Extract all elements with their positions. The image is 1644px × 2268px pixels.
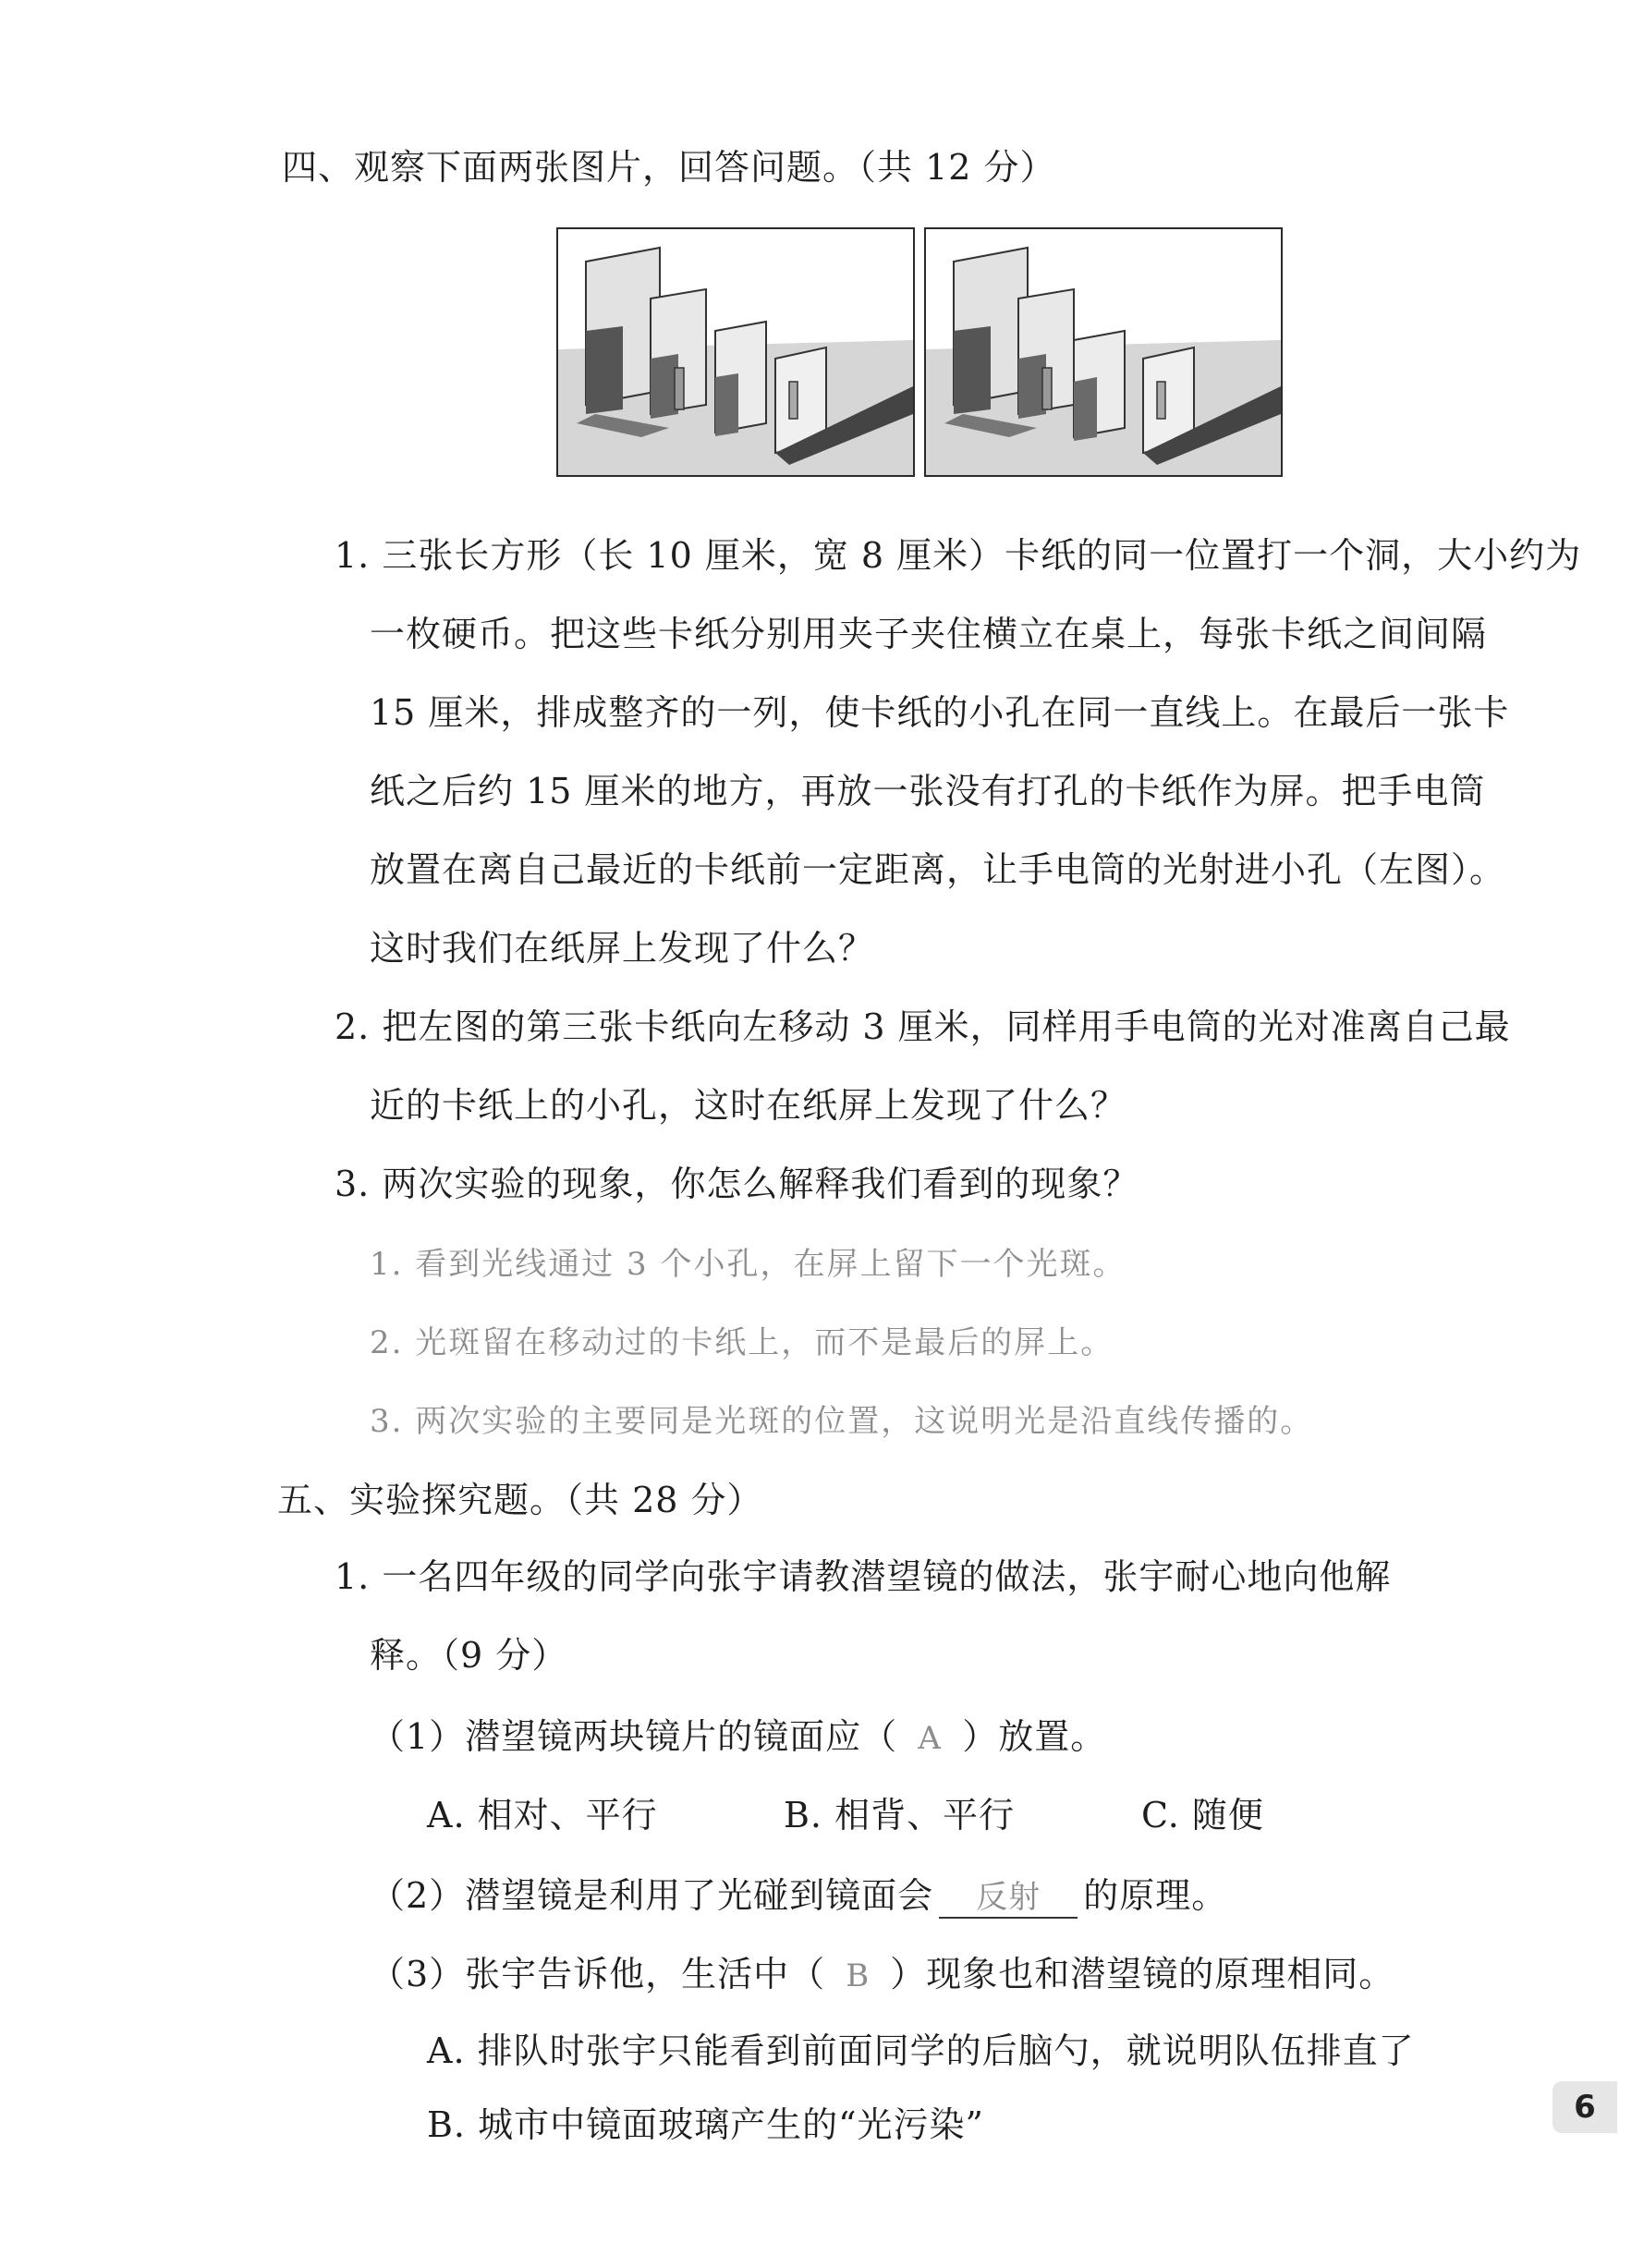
sub-question-2-text: （2）潜望镜是利用了光碰到镜面会 (370, 1875, 934, 1916)
sub-question-2-tail: 的原理。 (1083, 1875, 1228, 1916)
sub-question-3-text: （3）张宇告诉他，生活中（ (370, 1954, 826, 1994)
s5-question-1-line-2: 释。（9 分） (370, 1635, 568, 1676)
sub-question-2-answer: 反射 (939, 1872, 1078, 1919)
question-1-line-4: 纸之后约 15 厘米的地方，再放一张没有打孔的卡纸作为屏。把手电筒 (370, 771, 1486, 811)
question-1-line-3: 15 厘米，排成整齐的一列，使卡纸的小孔在同一直线上。在最后一张卡 (370, 692, 1510, 733)
sub-question-3-tail: ）现象也和潜望镜的原理相同。 (890, 1954, 1395, 1994)
sub-question-1-text: （1）潜望镜两块镜片的镜面应（ (370, 1716, 898, 1757)
sub-question-1-answer: A (918, 1720, 942, 1757)
question-2-line-2: 近的卡纸上的小孔，这时在纸屏上发现了什么？ (370, 1085, 1127, 1126)
sub-1-option-c: C. 随便 (1141, 1795, 1264, 1835)
left-experiment-image (556, 227, 915, 477)
page-number: 6 (1553, 2081, 1617, 2133)
question-1-line-5: 放置在离自己最近的卡纸前一定距离，让手电筒的光射进小孔（左图）。 (370, 849, 1506, 890)
answer-2: 2. 光斑留在移动过的卡纸上，而不是最后的屏上。 (370, 1324, 1114, 1361)
answer-3: 3. 两次实验的主要同是光斑的位置，这说明光是沿直线传播的。 (370, 1403, 1314, 1440)
sub-3-option-a: A. 排队时张宇只能看到前面同学的后脑勺，就说明队伍排直了 (427, 2030, 1415, 2071)
sub-1-option-a: A. 相对、平行 (427, 1795, 658, 1835)
section-5-heading: 五、实验探究题。（共 28 分） (277, 1480, 763, 1520)
question-2-line-1: 2. 把左图的第三张卡纸向左移动 3 厘米，同样用手电筒的光对准离自己最 (335, 1006, 1511, 1047)
sub-1-option-b: B. 相背、平行 (784, 1795, 1016, 1835)
sub-question-1 (370, 1708, 1106, 1759)
s5-question-1-line-1: 1. 一名四年级的同学向张宇请教潜望镜的做法，张宇耐心地向他解 (335, 1556, 1392, 1597)
question-1-line-2: 一枚硬币。把这些卡纸分别用夹子夹住横立在桌上，每张卡纸之间间隔 (370, 614, 1488, 654)
sub-question-3-answer: B (846, 1957, 871, 1994)
right-experiment-image (924, 227, 1283, 477)
sub-question-2 (370, 1867, 1227, 1919)
section-4-heading: 四、观察下面两张图片，回答问题。（共 12 分） (282, 147, 1056, 188)
question-1-line-1: 1. 三张长方形（长 10 厘米，宽 8 厘米）卡纸的同一位置打一个洞，大小约为 (335, 535, 1582, 576)
experiment-figure (556, 227, 1279, 477)
answer-1: 1. 看到光线通过 3 个小孔，在屏上留下一个光斑。 (370, 1246, 1126, 1283)
sub-question-3 (370, 1945, 1394, 1996)
question-1-line-6: 这时我们在纸屏上发现了什么？ (370, 928, 875, 969)
question-3-line-1: 3. 两次实验的现象，你怎么解释我们看到的现象？ (335, 1164, 1139, 1204)
sub-question-1-tail: ）放置。 (962, 1716, 1107, 1757)
sub-3-option-b: B. 城市中镜面玻璃产生的“光污染” (427, 2104, 984, 2145)
